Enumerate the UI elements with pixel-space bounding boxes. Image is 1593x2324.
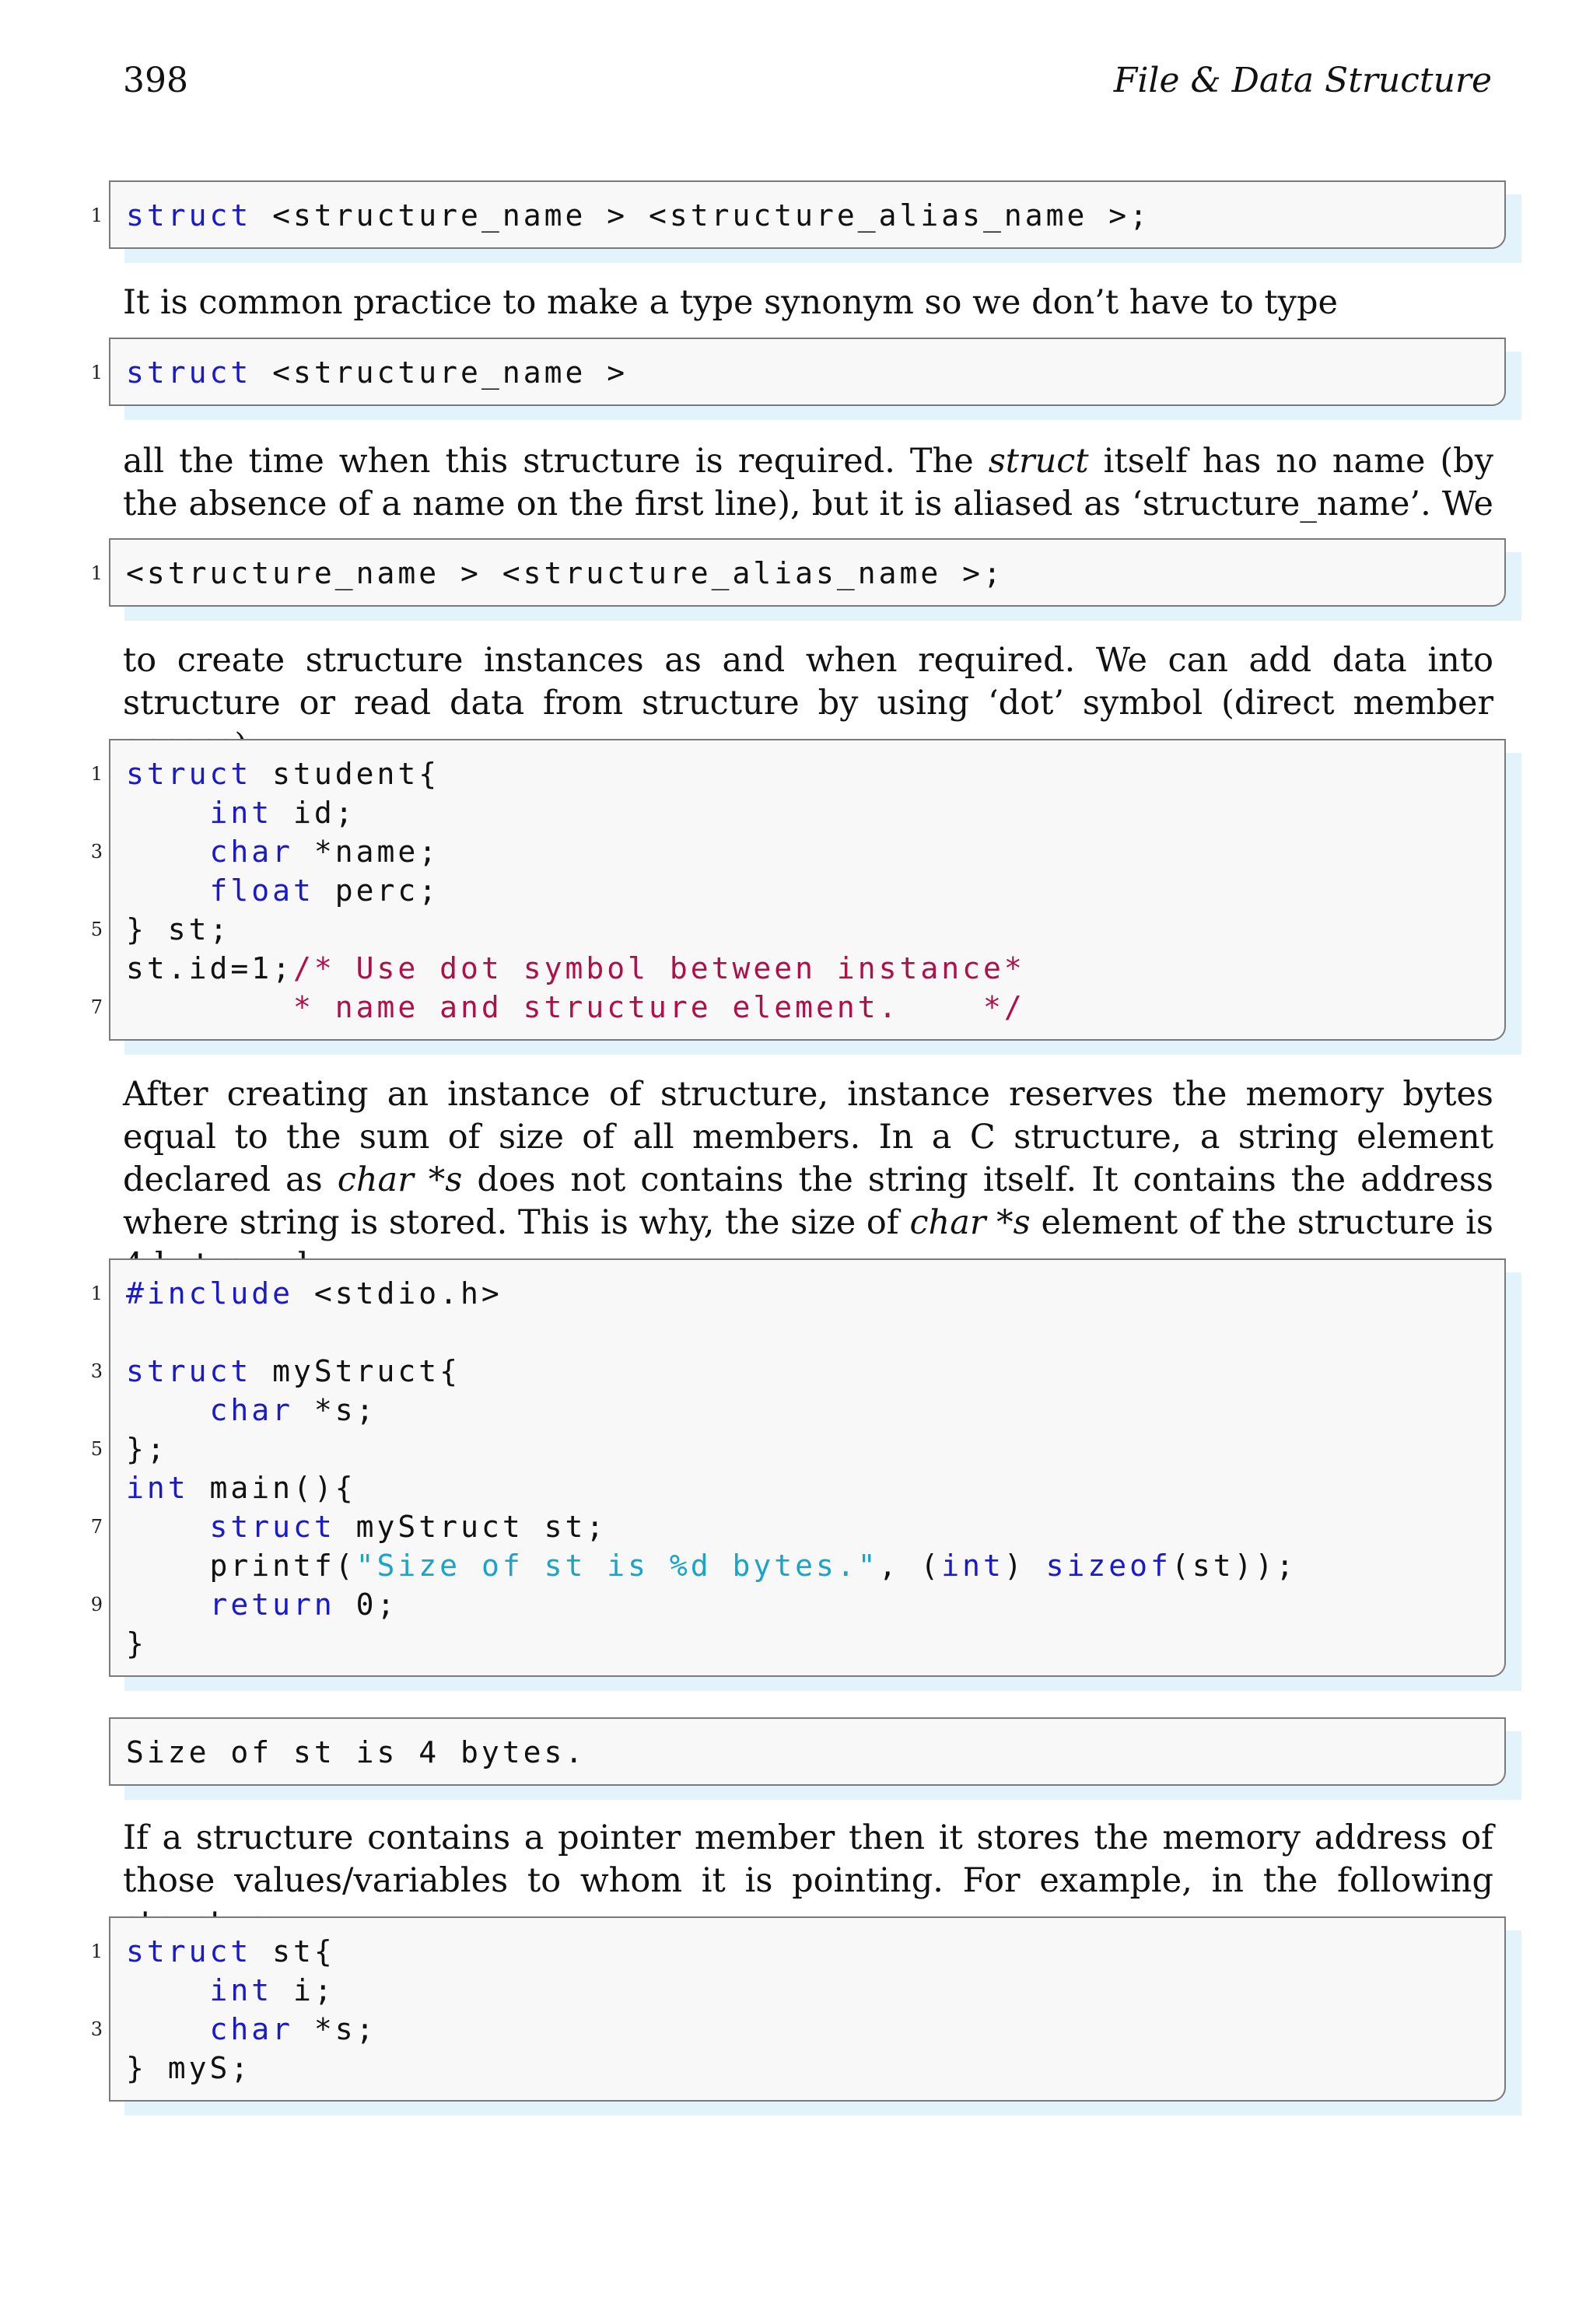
line-number: 1 xyxy=(90,562,103,584)
code-line: } xyxy=(126,1626,147,1661)
line-number: 1 xyxy=(90,1283,103,1304)
code-listing-2 xyxy=(90,338,1506,406)
code-line: 1 <structure_name > <structure_alias_name >; xyxy=(110,554,1504,593)
line-number: 9 xyxy=(90,1594,103,1615)
code-line: 1 #include <stdio.h> xyxy=(110,1274,1504,1313)
code-line: int i; xyxy=(209,1973,335,2007)
line-number: 7 xyxy=(90,1516,103,1538)
code-line: 3 char *s; xyxy=(110,2010,1504,2049)
code-line: 5 }; xyxy=(110,1430,1504,1468)
line-number: 5 xyxy=(90,1438,103,1460)
line-number: 1 xyxy=(90,1941,103,1962)
line-number: 1 xyxy=(90,362,103,383)
page-header xyxy=(123,61,1492,107)
line-number: 7 xyxy=(90,996,103,1018)
code-line: int id; xyxy=(209,796,356,830)
code-line: float perc; xyxy=(209,873,440,908)
page-number: 398 xyxy=(123,61,188,100)
line-number: 3 xyxy=(90,2018,103,2040)
paragraph-2: all the time when this structure is required. The struct itself has no name (by the absence of a name on the first line), but it is aliased as ‘structure_name’. We xyxy=(123,442,1493,523)
code-line: 1 struct st{ xyxy=(110,1932,1504,1971)
running-title: File & Data Structure xyxy=(1113,61,1492,100)
code-line: 3 char *name; xyxy=(110,832,1504,871)
paragraph-4: After creating an instance of structure, instance reserves the memory bytes equal to the sum of size of all members. In a C structure, a string element declared as char *s does not contains the string itself. It contains the address where string is stored. This is why, the size of char *s element of the structure is xyxy=(123,1075,1494,1242)
code-listing-6 xyxy=(90,1916,1506,2102)
output-listing xyxy=(109,1717,1506,1786)
code-line: st.id=1;/* Use dot symbol between instance* xyxy=(126,951,1025,985)
code-line: 3 struct myStruct{ xyxy=(110,1352,1504,1391)
line-number: 5 xyxy=(90,919,103,940)
line-number: 1 xyxy=(90,763,103,785)
code-line: 1 struct <structure_name > xyxy=(110,353,1504,392)
code-line: int main(){ xyxy=(126,1471,356,1505)
code-line: 5 } st; xyxy=(110,910,1504,949)
paragraph-3: to create structure instances as and when required. We can add data into structure or read data from structure by using ‘dot’ symbol (direct member xyxy=(123,641,1493,723)
code-listing-3 xyxy=(90,538,1506,607)
paragraph-5: If a structure contains a pointer member then it stores the memory address of those values/variables to whom it is pointing. For example, in the following xyxy=(123,1818,1493,1900)
line-number: 1 xyxy=(90,205,103,226)
code-listing-5 xyxy=(90,1258,1506,1677)
code-line xyxy=(110,1313,1504,1352)
line-number: 3 xyxy=(90,1360,103,1382)
code-listing-4 xyxy=(90,739,1506,1041)
code-listing-1 xyxy=(90,180,1506,249)
code-line: 7 * name and structure element. */ xyxy=(110,988,1504,1027)
code-line: 1 struct <structure_name > <structure_alias_name >; xyxy=(110,196,1504,235)
code-line: printf("Size of st is %d bytes.", (int) sizeof(st)); xyxy=(126,1549,1297,1583)
code-line: } myS; xyxy=(126,2051,252,2085)
code-line: 1 struct student{ xyxy=(110,754,1504,793)
code-line: char *s; xyxy=(209,1393,377,1427)
line-number: 3 xyxy=(90,841,103,863)
code-line: 9 return 0; xyxy=(110,1585,1504,1624)
code-line: 7 struct myStruct st; xyxy=(110,1507,1504,1546)
output-line: Size of st is 4 bytes. xyxy=(126,1735,586,1769)
paragraph-1: It is common practice to make a type synonym so we don’t have to type xyxy=(123,283,1338,322)
